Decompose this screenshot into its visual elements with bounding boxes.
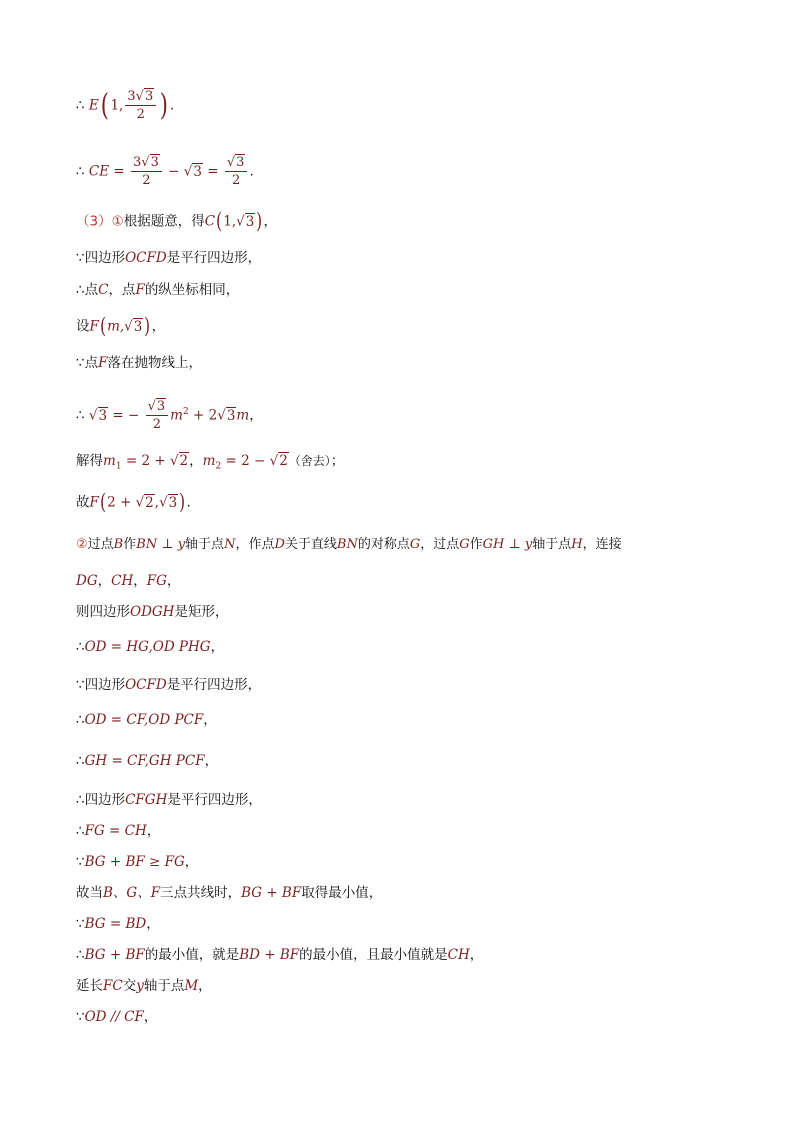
punct: ， <box>203 712 217 728</box>
punct: ， <box>210 639 225 655</box>
punct: ； <box>330 453 345 469</box>
math-text: 1, <box>223 213 237 230</box>
text: 根据题意，得 <box>123 213 205 230</box>
fraction <box>131 156 162 187</box>
punct: ， <box>249 407 263 424</box>
radicand: 3 <box>168 494 178 511</box>
text: 是平行四边形， <box>167 792 262 808</box>
text: 设 <box>76 318 90 335</box>
math-text: ⊥ <box>157 537 178 552</box>
text: 是矩形， <box>174 604 229 620</box>
therefore-symbol: ∴ <box>76 823 85 839</box>
subscript: 2 <box>215 461 222 472</box>
text: 的纵坐标相同， <box>144 282 240 298</box>
text: 过点 <box>87 537 114 552</box>
line-odgh-rectangle <box>76 603 228 621</box>
text: 点 <box>84 355 99 371</box>
text: 的最小值，且最小值就是 <box>299 947 448 963</box>
math-text: OCFD <box>125 677 167 693</box>
math-text: CFGH <box>125 792 168 808</box>
math-text: B <box>113 537 124 552</box>
text: ，过点 <box>420 537 460 552</box>
math-text: m <box>236 407 250 424</box>
sqrt: √3 <box>135 89 154 104</box>
text: 故当 <box>76 885 103 901</box>
math-text: H <box>571 537 583 552</box>
text: 四边形 <box>84 250 126 266</box>
part-label: ② <box>76 537 88 552</box>
math-text: = 2 − <box>221 453 270 469</box>
text: 轴于点 <box>143 978 185 994</box>
text: 是平行四边形， <box>166 677 262 693</box>
radicand: 3 <box>193 163 202 180</box>
left-paren: ( <box>99 314 107 338</box>
math-text: F <box>89 318 99 335</box>
text: 轴于点 <box>532 537 572 552</box>
sqrt: √2 <box>169 453 189 469</box>
right-paren: ) <box>179 490 186 514</box>
left-paren: ( <box>100 87 109 123</box>
math-text: = <box>109 163 129 180</box>
therefore-symbol: ∴ <box>76 712 85 728</box>
math-text: FC <box>103 978 123 994</box>
line-triangle-inequality <box>76 853 198 871</box>
math-text: CE <box>88 163 110 180</box>
left-paren: ( <box>99 490 107 514</box>
line-od-hg <box>76 638 224 656</box>
punct: ， <box>198 978 212 994</box>
text: 则四边形 <box>76 604 130 620</box>
radicand: 2 <box>179 453 189 469</box>
because-symbol: ∵ <box>76 916 85 932</box>
line-od-parallel-cf <box>76 1008 157 1026</box>
math-text: F <box>89 494 99 511</box>
denominator: 2 <box>152 417 162 432</box>
math-text: BN <box>136 537 158 552</box>
math-text: y <box>136 978 144 994</box>
text: 四边形 <box>84 792 126 808</box>
sqrt: √3 <box>124 318 143 335</box>
math-text: BG + BF ≥ FG <box>84 854 185 870</box>
therefore-symbol: ∴ <box>76 753 85 769</box>
text: 落在抛物线上， <box>107 355 202 371</box>
math-text: + 2 <box>188 407 218 424</box>
therefore-symbol: ∴ <box>76 97 85 114</box>
therefore-symbol: ∴ <box>76 792 85 808</box>
math-text: BG + BF <box>84 947 145 963</box>
math-text: FG <box>146 573 167 589</box>
right-paren: ) <box>256 209 263 233</box>
sqrt: √3 <box>236 213 255 230</box>
therefore-symbol: ∴ <box>76 163 85 180</box>
math-text: m <box>103 453 116 469</box>
period: . <box>249 163 254 180</box>
punct: ， <box>143 1009 158 1025</box>
line-part3-point-c <box>76 211 277 232</box>
math-text: D <box>274 537 285 552</box>
fraction <box>225 156 248 187</box>
therefore-symbol: ∴ <box>76 947 85 963</box>
line-conclusion-f <box>76 492 191 513</box>
radicand: 3 <box>98 407 108 424</box>
math-text: OD = HG,OD PHG <box>84 639 211 655</box>
math-text: C <box>204 213 216 230</box>
fraction <box>146 400 169 431</box>
text: ，点 <box>108 282 136 298</box>
line-on-parabola <box>76 354 202 372</box>
radicand: 3 <box>133 318 143 335</box>
therefore-symbol: ∴ <box>76 407 85 424</box>
line-connect-segments <box>76 572 180 590</box>
line-ce <box>76 156 254 187</box>
math-text: ODGH <box>130 604 175 620</box>
line-ocfd-parallelogram-2 <box>76 676 261 694</box>
text: ，作点 <box>235 537 275 552</box>
text: 的对称点 <box>357 537 410 552</box>
line-collinear-minimum <box>76 884 382 902</box>
left-paren: ( <box>216 209 223 233</box>
math-text: DG <box>76 573 98 589</box>
punct: ， <box>166 573 181 589</box>
math-text: = − <box>108 407 144 424</box>
denominator: 2 <box>136 107 145 122</box>
math-text: m, <box>107 318 125 335</box>
punct: ， <box>133 573 147 589</box>
line-cfgh-parallelogram <box>76 791 262 809</box>
math-text: = <box>202 163 223 180</box>
math-text: y <box>524 537 533 552</box>
line-gh-cf <box>76 752 218 770</box>
period: . <box>186 494 191 511</box>
math-text: G <box>459 537 470 552</box>
sqrt: √3 <box>159 494 178 511</box>
text: ，连接 <box>582 537 622 552</box>
because-symbol: ∵ <box>76 1009 85 1025</box>
radicand: 3 <box>156 399 166 414</box>
sqrt: √3 <box>226 155 245 170</box>
math-text: C <box>98 282 109 298</box>
text: 的最小值，就是 <box>144 947 240 963</box>
punct: ， <box>263 213 278 230</box>
punct: ， <box>469 947 484 963</box>
line-bg-bd <box>76 915 160 933</box>
line-equation <box>76 400 263 431</box>
sqrt: √2 <box>269 453 288 469</box>
line-fg-ch <box>76 822 160 840</box>
text: 三点共线时， <box>160 885 242 901</box>
math-text: OD = CF,OD PCF <box>84 712 204 728</box>
text: 关于直线 <box>284 537 337 552</box>
math-text: , <box>154 494 160 511</box>
because-symbol: ∵ <box>76 677 85 693</box>
text: 点 <box>84 282 99 298</box>
text: 交 <box>122 978 137 994</box>
math-text: F <box>98 355 108 371</box>
math-text: CH <box>111 573 134 589</box>
numerator: 3 <box>127 89 136 104</box>
math-text: E <box>88 97 99 114</box>
fraction <box>125 90 156 121</box>
therefore-symbol: ∴ <box>76 282 85 298</box>
math-text: F <box>135 282 145 298</box>
right-paren: ) <box>159 87 169 123</box>
math-text: BG = BD <box>84 916 147 932</box>
punct: ， <box>189 453 203 469</box>
exponent: 2 <box>182 407 189 417</box>
sqrt: √3 <box>217 407 236 424</box>
math-text: OCFD <box>125 250 167 266</box>
math-text: 2 + <box>107 494 136 511</box>
line-od-cf <box>76 711 217 729</box>
math-text: B、G、F <box>103 885 161 901</box>
because-symbol: ∵ <box>76 250 85 266</box>
therefore-symbol: ∴ <box>76 639 85 655</box>
sqrt: √2 <box>135 494 154 511</box>
text: 作 <box>469 537 483 552</box>
text: 解得 <box>76 453 103 469</box>
punct: ， <box>146 823 161 839</box>
because-symbol: ∵ <box>76 854 85 870</box>
math-text: M <box>184 978 199 994</box>
right-paren: ) <box>144 314 151 338</box>
text: 取得最小值， <box>301 885 383 901</box>
radicand: 3 <box>245 213 255 230</box>
text: 故 <box>76 494 90 511</box>
radicand: 2 <box>145 494 154 511</box>
text: 轴于点 <box>185 537 225 552</box>
math-text: BG + BF <box>241 885 302 901</box>
math-text: GH = CF,GH PCF <box>84 753 205 769</box>
line-solutions <box>76 452 344 476</box>
line-ocfd-parallelogram <box>76 249 261 267</box>
punct: ， <box>184 854 199 870</box>
sqrt: √3 <box>141 155 159 170</box>
math-text: G <box>409 537 421 552</box>
punct: ， <box>97 573 112 589</box>
line-construction <box>76 536 622 554</box>
line-extend-fc <box>76 977 212 995</box>
math-text: − <box>163 163 184 180</box>
math-text: 1, <box>110 97 124 114</box>
part-label: （3）① <box>76 213 124 230</box>
math-text: BD + BF <box>239 947 300 963</box>
text: 是平行四边形， <box>166 250 262 266</box>
radicand: 3 <box>150 155 159 170</box>
math-text: FG = CH <box>84 823 147 839</box>
denominator: 2 <box>232 173 241 188</box>
math-text: m <box>170 407 183 424</box>
numerator: 3 <box>132 155 142 170</box>
punct: ， <box>204 753 219 769</box>
sqrt: √3 <box>183 163 202 180</box>
math-text: y <box>177 537 186 552</box>
math-text: ⊥ <box>504 537 525 552</box>
because-symbol: ∵ <box>76 355 85 371</box>
line-same-ordinate <box>76 281 239 299</box>
math-text: m <box>202 453 216 469</box>
line-minimum-ch <box>76 946 483 964</box>
math-text: = 2 + <box>121 453 170 469</box>
math-text: GH <box>482 537 505 552</box>
text: 作 <box>123 537 137 552</box>
subscript: 1 <box>115 461 122 472</box>
punct: ， <box>151 318 166 335</box>
denominator: 2 <box>142 173 151 188</box>
radicand: 2 <box>279 453 288 469</box>
note-discarded: （舍去） <box>288 454 331 468</box>
text: 四边形 <box>84 677 126 693</box>
line-set-f <box>76 316 165 337</box>
math-text: OD // CF <box>84 1009 144 1025</box>
radicand: 3 <box>226 407 236 424</box>
punct: ， <box>146 916 160 932</box>
math-text: N <box>224 537 236 552</box>
line-point-e <box>76 87 175 123</box>
radicand: 3 <box>144 89 154 104</box>
math-text: CH <box>447 947 470 963</box>
period: . <box>169 97 175 114</box>
math-text: BN <box>336 537 358 552</box>
sqrt: √3 <box>88 407 108 424</box>
text: 延长 <box>76 978 103 994</box>
radicand: 3 <box>236 155 245 170</box>
sqrt: √3 <box>147 399 166 414</box>
